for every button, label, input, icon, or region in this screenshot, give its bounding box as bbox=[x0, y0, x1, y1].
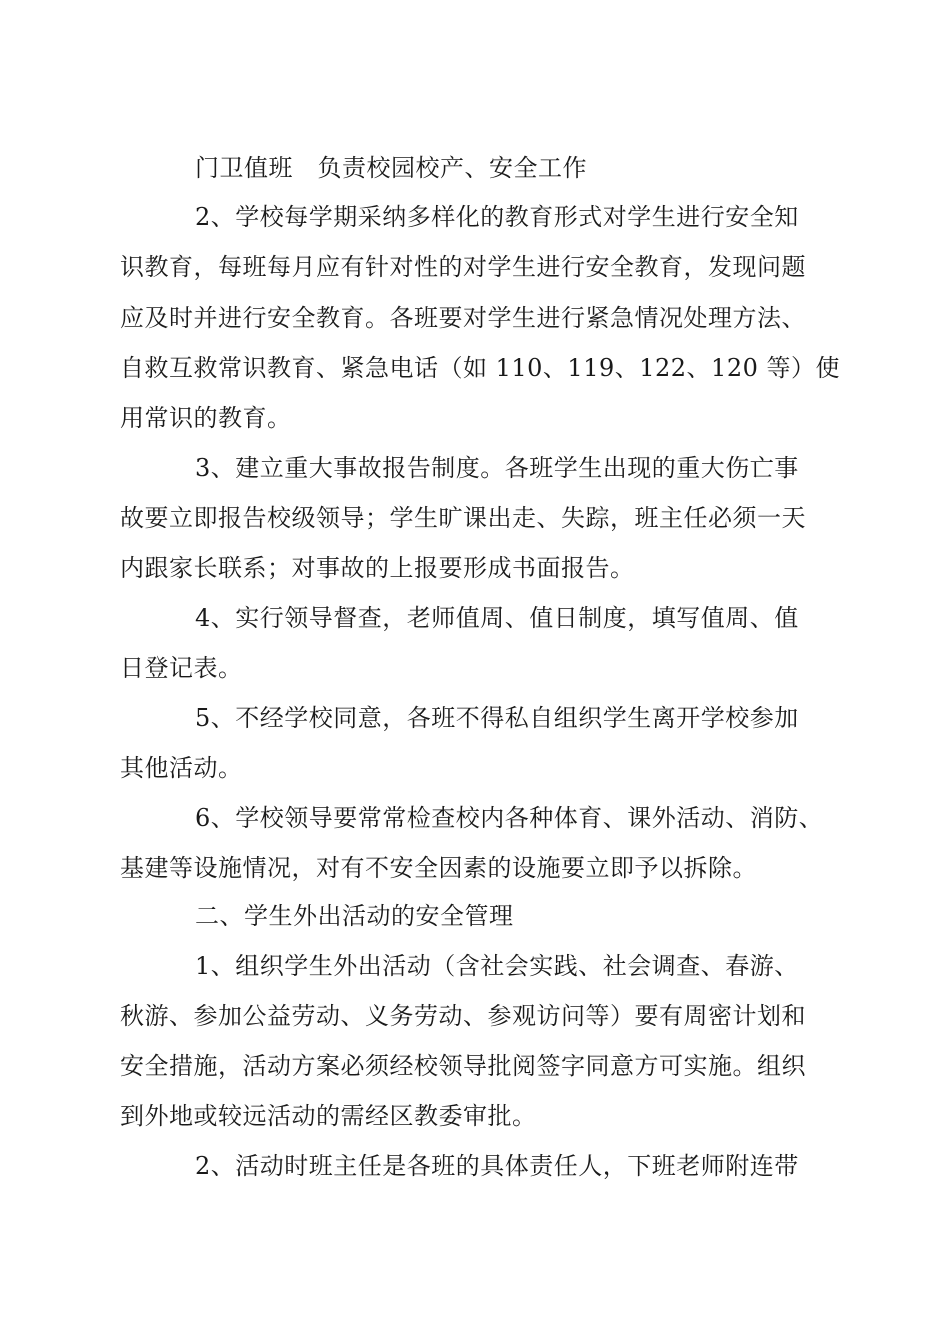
paragraph-2-line-3: 应及时并进行安全教育。各班要对学生进行紧急情况处理方法、 bbox=[120, 304, 806, 332]
paragraph-2-line-1: 2、学校每学期采纳多样化的教育形式对学生进行安全知 bbox=[195, 203, 799, 231]
paragraph-2-line-2: 识教育，每班每月应有针对性的对学生进行安全教育，发现问题 bbox=[120, 253, 806, 281]
paragraph-6-line-1: 6、学校领导要常常检查校内各种体育、课外活动、消防、 bbox=[195, 804, 824, 832]
section-item-1-line-1: 1、组织学生外出活动（含社会实践、社会调查、春游、 bbox=[195, 952, 799, 980]
paragraph-4-line-1: 4、实行领导督查，老师值周、值日制度，填写值周、值 bbox=[195, 604, 799, 632]
paragraph-6-line-2: 基建等设施情况，对有不安全因素的设施要立即予以拆除。 bbox=[120, 854, 757, 882]
section-item-1-line-4: 到外地或较远活动的需经区教委审批。 bbox=[120, 1102, 537, 1130]
paragraph-3-line-2: 故要立即报告校级领导；学生旷课出走、失踪，班主任必须一天 bbox=[120, 504, 806, 532]
paragraph-5-line-1: 5、不经学校同意，各班不得私自组织学生离开学校参加 bbox=[195, 704, 799, 732]
section-heading: 二、学生外出活动的安全管理 bbox=[195, 902, 514, 930]
paragraph-2-line-4: 自救互救常识教育、紧急电话（如 110、119、122、120 等）使 bbox=[120, 354, 840, 382]
paragraph-2-line-5: 用常识的教育。 bbox=[120, 404, 292, 432]
section-item-1-line-2: 秋游、参加公益劳动、义务劳动、参观访问等）要有周密计划和 bbox=[120, 1002, 806, 1030]
section-item-1-line-3: 安全措施，活动方案必须经校领导批阅签字同意方可实施。组织 bbox=[120, 1052, 806, 1080]
paragraph-5-line-2: 其他活动。 bbox=[120, 754, 243, 782]
paragraph-4-line-2: 日登记表。 bbox=[120, 654, 243, 682]
section-item-2-line-1: 2、活动时班主任是各班的具体责任人，下班老师附连带 bbox=[195, 1152, 799, 1180]
paragraph-3-line-1: 3、建立重大事故报告制度。各班学生出现的重大伤亡事 bbox=[195, 454, 799, 482]
paragraph-3-line-3: 内跟家长联系；对事故的上报要形成书面报告。 bbox=[120, 554, 635, 582]
duty-line: 门卫值班 负责校园校产、安全工作 bbox=[195, 154, 587, 182]
